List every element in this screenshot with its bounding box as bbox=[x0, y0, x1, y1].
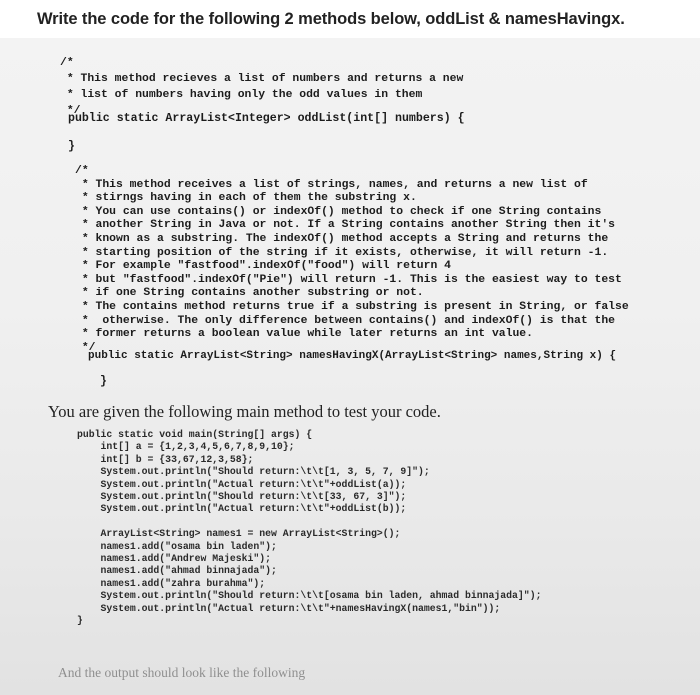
code-line: * another String in Java or not. If a String contains another String then it's bbox=[75, 219, 616, 232]
code-line: int[] b = {33,67,12,3,58}; bbox=[77, 453, 254, 465]
code-line: */ bbox=[60, 105, 81, 117]
code-line: * For example "fastfood".indexOf("food") will return 4 bbox=[75, 260, 451, 273]
code-line: /* bbox=[60, 57, 74, 69]
code-line: ArrayList<String> names1 = new ArrayList<String>(); bbox=[77, 528, 401, 540]
code-line: public static void main(String[] args) { bbox=[77, 429, 313, 440]
code-line: } bbox=[77, 615, 83, 627]
code-line: System.out.println("Actual return:\t\t"+oddList(a)); bbox=[77, 478, 407, 490]
code-line: names1.add("zahra burahma"); bbox=[77, 577, 266, 589]
code-line: * otherwise. The only difference between contains() and indexOf() is that the bbox=[75, 314, 616, 327]
code-line: System.out.println("Actual return:\t\t"+namesHavingX(names1,"bin")); bbox=[77, 602, 501, 614]
code-line: * list of numbers having only the odd values in them bbox=[60, 89, 423, 101]
code-line: names1.add("osama bin laden"); bbox=[77, 540, 277, 552]
code-line: System.out.println("Should return:\t\t[33, 67, 3]"); bbox=[77, 491, 407, 503]
code-line: */ bbox=[75, 341, 96, 354]
code-line: * former returns a boolean value while later returns an int value. bbox=[75, 328, 533, 341]
output-intro: And the output should look like the following bbox=[58, 665, 306, 680]
code-line: * but "fastfood".indexOf("Pie") will return -1. This is the easiest way to test bbox=[75, 273, 622, 286]
method2-comment bbox=[75, 165, 629, 355]
method1-signature: public static ArrayList<Integer> oddList(int[] numbers) { bbox=[68, 112, 465, 125]
code-line: int[] a = {1,2,3,4,5,6,7,8,9,10}; bbox=[77, 441, 295, 453]
method1-comment bbox=[60, 55, 463, 119]
method1-close: } bbox=[68, 140, 75, 153]
code-line: System.out.println("Should return:\t\t[1, 3, 5, 7, 9]"); bbox=[77, 466, 430, 478]
code-line: * This method receives a list of strings, names, and returns a new list of bbox=[75, 178, 588, 191]
code-line: * This method recieves a list of numbers and returns a new bbox=[60, 73, 464, 85]
method2-signature: public static ArrayList<String> namesHavingX(ArrayList<String> names,String x) { bbox=[88, 350, 617, 362]
code-line: System.out.println("Actual return:\t\t"+oddList(b)); bbox=[77, 503, 407, 515]
method2-close: } bbox=[100, 375, 107, 388]
code-line: * stirngs having in each of them the substring x. bbox=[75, 192, 417, 205]
code-line: * known as a substring. The indexOf() method accepts a String and returns the bbox=[75, 232, 609, 245]
code-line: * The contains method returns true if a substring is present in String, or false bbox=[75, 300, 629, 313]
code-line: names1.add("ahmad binnajada"); bbox=[77, 565, 277, 577]
code-line: System.out.println("Should return:\t\t[osama bin laden, ahmad binnajada]"); bbox=[77, 590, 542, 602]
code-line: * if one String contains another substring or not. bbox=[75, 287, 424, 300]
main-method-code bbox=[77, 429, 541, 628]
question-title: Write the code for the following 2 methods below, oddList & namesHavingx. bbox=[37, 10, 625, 28]
main-intro: You are given the following main method to test your code. bbox=[48, 402, 441, 421]
code-line: * starting position of the string if it exists, otherwise, it will return -1. bbox=[75, 246, 609, 259]
code-line: /* bbox=[75, 165, 89, 177]
code-line: * You can use contains() or indexOf() method to check if one String contains bbox=[75, 205, 602, 218]
code-line: names1.add("Andrew Majeski"); bbox=[77, 553, 272, 565]
